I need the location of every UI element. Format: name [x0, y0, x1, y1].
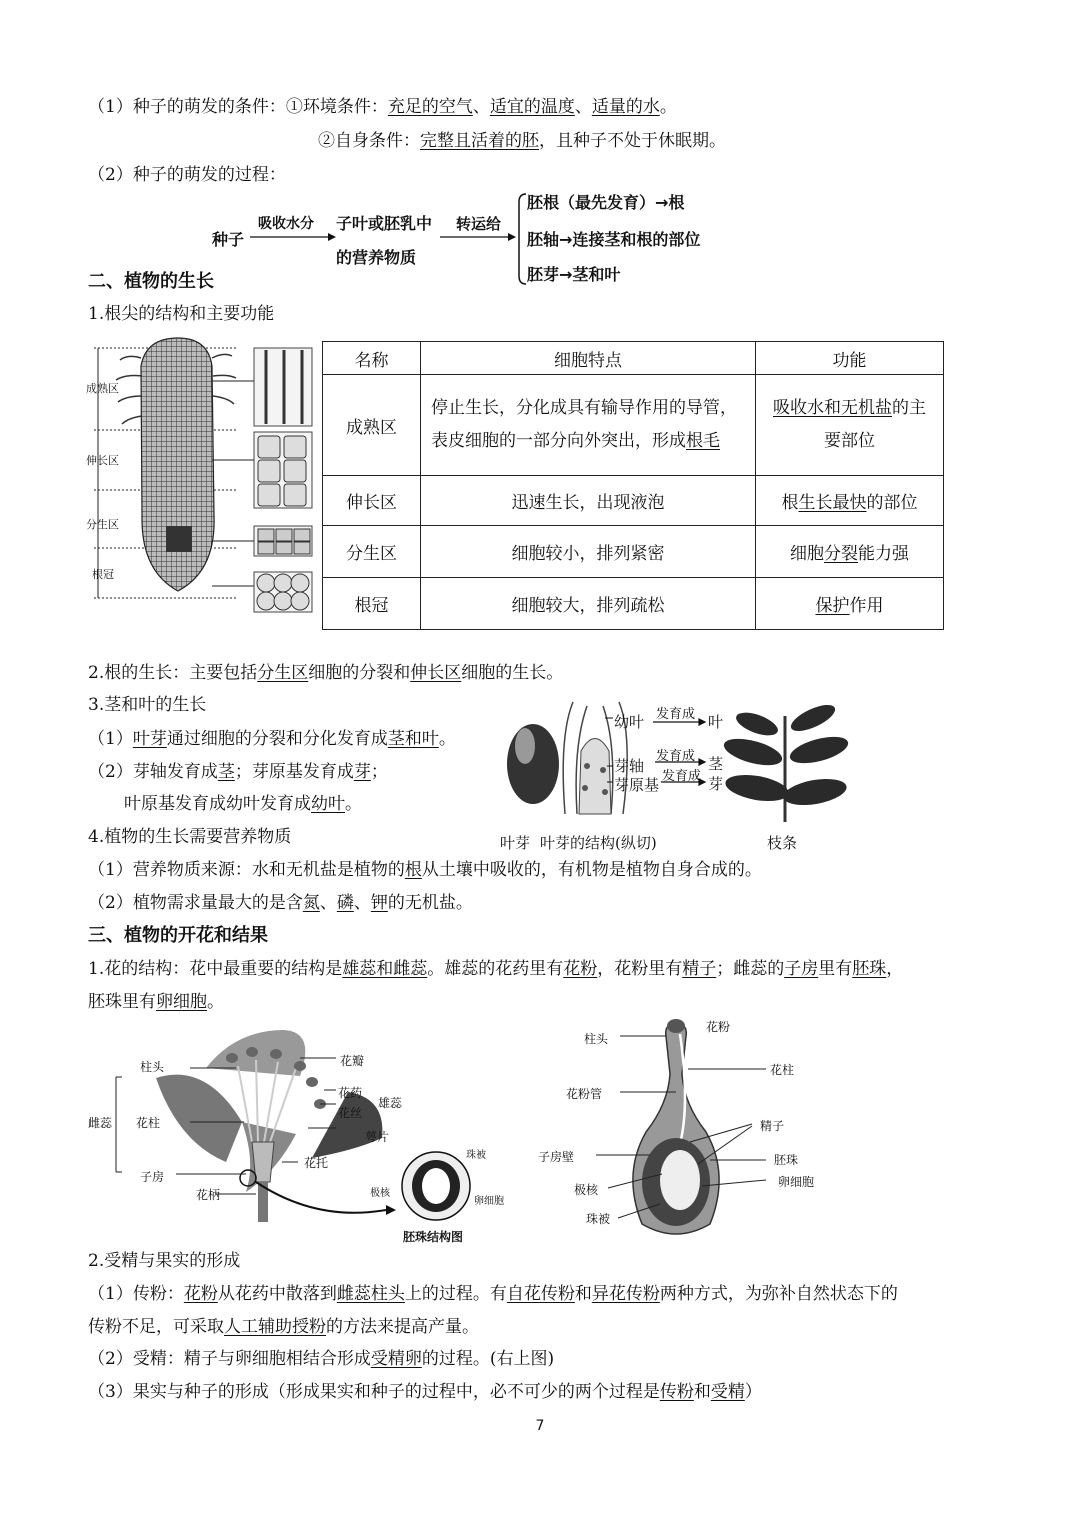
pistil-label-egg: 卵细胞 [778, 1175, 815, 1189]
answer: 氮 [302, 893, 320, 913]
text: 两种方式，为弥补自然状态下的 [659, 1284, 898, 1304]
text: 的主要部位 [824, 398, 926, 451]
pistil-label-pollen: 花粉 [706, 1020, 731, 1034]
flower-label-pistil: 雌蕊 [88, 1116, 113, 1130]
table-cell [756, 375, 944, 476]
text: （1）种子的萌发的条件：①环境条件： [88, 97, 388, 117]
flow-source: 子叶或胚乳中 [336, 214, 433, 233]
text: 能力强 [858, 544, 909, 564]
answer-protection: 保护 [815, 596, 850, 616]
nutrient-title: 4.植物的生长需要营养物质 [88, 827, 292, 847]
answer: 受精 [710, 1382, 745, 1402]
flow-absorb: 吸收水分 [258, 216, 314, 232]
root-tip-diagram [86, 336, 318, 616]
answer: 自花传粉 [506, 1284, 575, 1304]
table-header: 细胞特点 [421, 342, 756, 375]
bud-label-stem: 茎 [708, 755, 724, 773]
answer-embryo: 完整且活着的胚 [420, 131, 539, 151]
germination-condition-1 [88, 94, 677, 120]
root-label-elongation: 伸长区 [86, 454, 119, 467]
text: ，花粉里有 [597, 959, 683, 979]
answer: 磷 [336, 893, 354, 913]
pistil-label-sperm: 精子 [760, 1119, 785, 1133]
root-label-maturation: 成熟区 [86, 382, 119, 395]
flow-nutrient: 的营养物质 [336, 248, 417, 267]
text: 、 [353, 893, 371, 913]
text: 通过细胞的分裂和分化发育成 [166, 729, 388, 749]
answer: 根 [404, 860, 422, 880]
pollination-line-2 [88, 1314, 479, 1340]
answer: 花粉 [183, 1284, 218, 1304]
ovule-label-polar: 极核 [370, 1188, 390, 1199]
answer: 茎 [217, 762, 235, 782]
answer: 胚珠 [852, 959, 887, 979]
germination-process-title: （2）种子的萌发的过程： [88, 165, 286, 185]
answer: 子房 [784, 959, 819, 979]
text: 胚珠里有 [88, 992, 156, 1012]
page-number: 7 [535, 1418, 545, 1434]
table-cell: 细胞较小，排列紧密 [421, 526, 756, 578]
nutrient-line-2 [88, 890, 473, 916]
flower-label-style: 花柱 [136, 1116, 161, 1130]
flow-radicle: 胚根（最先发育）→根 [527, 193, 685, 212]
text: ；雌蕊的 [716, 959, 785, 979]
table-cell: 成熟区 [323, 375, 421, 476]
text: 1.花的结构：花中最重要的结构是 [88, 959, 343, 979]
text: 的无机盐。 [387, 893, 473, 913]
answer: 叶芽 [132, 729, 167, 749]
section-heading-flowering: 三、植物的开花和结果 [88, 925, 268, 946]
text: 和 [693, 1382, 711, 1402]
pistil-label-stigma: 柱头 [584, 1032, 609, 1046]
text: 和 [574, 1284, 592, 1304]
bud-label-develops: 发育成 [656, 707, 696, 722]
answer-absorb: 吸收水和无机盐 [773, 398, 892, 418]
answer: 雌蕊柱头 [336, 1284, 405, 1304]
ovule-label-egg: 卵细胞 [474, 1196, 504, 1207]
text: 叶原基发育成幼叶发育成 [124, 794, 311, 814]
flower-label-stamen: 雄蕊 [378, 1096, 403, 1110]
text: （3）果实与种子的形成（形成果实和种子的过程中，必不可少的两个过程是 [88, 1382, 660, 1402]
flow-transfer: 转运给 [456, 215, 502, 233]
text: 细胞 [790, 544, 824, 564]
flower-label-receptacle: 花托 [304, 1156, 329, 1170]
bud-caption: 枝条 [767, 834, 798, 852]
root-growth-line [88, 660, 563, 686]
table-header: 名称 [323, 342, 421, 375]
pistil-label-polar: 极核 [574, 1183, 599, 1197]
text: 作用 [849, 596, 884, 616]
flow-seed: 种子 [212, 230, 245, 249]
flow-hypocotyl: 胚轴→连接茎和根的部位 [527, 230, 701, 249]
answer: 分生区 [257, 663, 309, 683]
answer-water: 适量的水 [591, 97, 660, 117]
text: 的过程。(右上图) [421, 1349, 555, 1369]
flow-arrows [240, 180, 540, 290]
table-row [323, 375, 944, 476]
text: ；芽原基发育成 [234, 762, 354, 782]
text: 。 [659, 97, 677, 117]
flow-plumule: 胚芽→茎和叶 [527, 265, 621, 284]
answer-fastest: 生长最快 [798, 493, 867, 513]
text: 。 [207, 992, 224, 1012]
text: 2.根的生长：主要包括 [88, 663, 258, 683]
text: 、 [574, 97, 592, 117]
text: （2）植物需求量最大的是含 [88, 893, 303, 913]
answer-division: 分裂 [824, 544, 858, 564]
stem-title: 3.茎和叶的生长 [88, 695, 207, 715]
pistil-label-integument: 珠被 [586, 1212, 611, 1226]
answer: 幼叶 [311, 794, 345, 814]
text: 里有 [818, 959, 853, 979]
table-cell: 伸长区 [323, 476, 421, 526]
text: ，且种子不处于休眠期。 [539, 131, 726, 151]
table-cell [756, 526, 944, 578]
text: ②自身条件： [318, 131, 420, 151]
answer: 雄蕊和雌蕊 [342, 959, 428, 979]
answer-air: 充足的空气 [387, 97, 473, 117]
answer: 人工辅助授粉 [224, 1317, 326, 1337]
fertilization-title: 2.受精与果实的形成 [88, 1251, 241, 1271]
bud-label-young-leaf: 幼叶 [614, 713, 645, 731]
answer: 茎和叶 [387, 729, 439, 749]
text: 的方法来提高产量。 [326, 1317, 479, 1337]
text: （1）传粉： [88, 1284, 184, 1304]
pollination-line-1 [88, 1281, 898, 1307]
answer: 花粉 [563, 959, 598, 979]
answer: 芽 [353, 762, 371, 782]
flower-label-anther: 花药 [338, 1086, 363, 1100]
text: 细胞的生长。 [461, 663, 564, 683]
answer: 受精卵 [370, 1349, 422, 1369]
text: 。 [438, 729, 456, 749]
stem-line-2 [88, 759, 388, 785]
bud-label-primordium: 芽原基 [614, 776, 660, 794]
pistil-label-ovary-wall: 子房壁 [538, 1150, 575, 1164]
bud-label-develops: 发育成 [656, 749, 696, 764]
text: （2）受精：精子与卵细胞相结合形成 [88, 1349, 371, 1369]
text: 从土壤中吸收的，有机物是植物自身合成的。 [421, 860, 762, 880]
fruit-formation-line [88, 1379, 762, 1405]
bud-caption: 叶芽的结构(纵切) [540, 834, 657, 852]
text: 传粉不足，可采取 [88, 1317, 224, 1337]
bud-label-bud: 芽 [708, 775, 724, 793]
table-cell [421, 375, 756, 476]
text: 根 [781, 493, 799, 513]
root-tip-table [322, 341, 944, 630]
text: 上的过程。有 [404, 1284, 507, 1304]
section-heading-growth: 二、植物的生长 [88, 271, 214, 292]
stem-line-1 [88, 726, 456, 752]
pistil-label-ovule: 胚珠 [774, 1153, 799, 1167]
flower-label-sepal: 萼片 [365, 1130, 390, 1144]
answer: 异花传粉 [591, 1284, 660, 1304]
answer: 精子 [682, 959, 717, 979]
table-cell: 迅速生长，出现液泡 [421, 476, 756, 526]
germination-condition-2 [318, 128, 726, 154]
pistil-figure [530, 1014, 840, 1248]
text: 细胞的分裂和 [308, 663, 411, 683]
bud-label-develops: 发育成 [662, 769, 702, 784]
flower-label-pedicel: 花柄 [196, 1188, 221, 1202]
answer-root-hair: 根毛 [686, 431, 720, 451]
text: （1） [88, 729, 133, 749]
pistil-label-pollen-tube: 花粉管 [566, 1087, 603, 1101]
flower-structure-figure [86, 1022, 526, 1248]
root-tip-title: 1.根尖的结构和主要功能 [88, 304, 275, 324]
text: 。雄蕊的花药里有 [427, 959, 564, 979]
table-row [323, 578, 944, 630]
answer: 钾 [370, 893, 388, 913]
text: ， [886, 959, 904, 979]
root-label-cap: 根冠 [92, 568, 114, 581]
table-cell [756, 476, 944, 526]
answer: 卵细胞 [156, 992, 207, 1012]
text: ； [370, 762, 388, 782]
pistil-label-style: 花柱 [770, 1063, 795, 1077]
text: 从花药中散落到 [217, 1284, 337, 1304]
flower-structure-line [88, 956, 903, 982]
flower-label-petal: 花瓣 [340, 1054, 365, 1068]
table-cell: 根冠 [323, 578, 421, 630]
table-cell [756, 578, 944, 630]
table-header: 功能 [756, 342, 944, 375]
root-label-meristem: 分生区 [86, 518, 119, 531]
text: 的部位 [866, 493, 918, 513]
answer-temperature: 适宜的温度 [489, 97, 575, 117]
table-cell: 细胞较大，排列疏松 [421, 578, 756, 630]
text: （1）营养物质来源：水和无机盐是植物的 [88, 860, 405, 880]
ovule-label-integument: 珠被 [466, 1150, 486, 1161]
ovule-caption: 胚珠结构图 [403, 1230, 464, 1244]
flower-label-filament: 花丝 [338, 1106, 363, 1120]
stem-line-3 [124, 791, 362, 817]
text: 停止生长，分化成具有输导作用的导管，表皮细胞的一部分向外突出，形成 [431, 398, 737, 451]
text: 。 [345, 794, 362, 814]
text: 、 [472, 97, 490, 117]
table-cell: 分生区 [323, 526, 421, 578]
flower-label-stigma: 柱头 [140, 1060, 165, 1074]
text: （2）芽轴发育成 [88, 762, 218, 782]
answer: 传粉 [659, 1382, 694, 1402]
bud-caption: 叶芽 [500, 834, 531, 852]
flower-label-ovary: 子房 [140, 1170, 165, 1184]
nutrient-line-1 [88, 857, 762, 883]
table-row [323, 476, 944, 526]
answer: 伸长区 [410, 663, 462, 683]
fertilization-line [88, 1346, 554, 1372]
bud-label-axis: 芽轴 [614, 757, 645, 775]
text: 、 [319, 893, 337, 913]
bud-label-leaf: 叶 [708, 713, 724, 731]
table-row [323, 526, 944, 578]
text: ） [744, 1382, 762, 1402]
flower-structure-line-2 [88, 989, 224, 1015]
